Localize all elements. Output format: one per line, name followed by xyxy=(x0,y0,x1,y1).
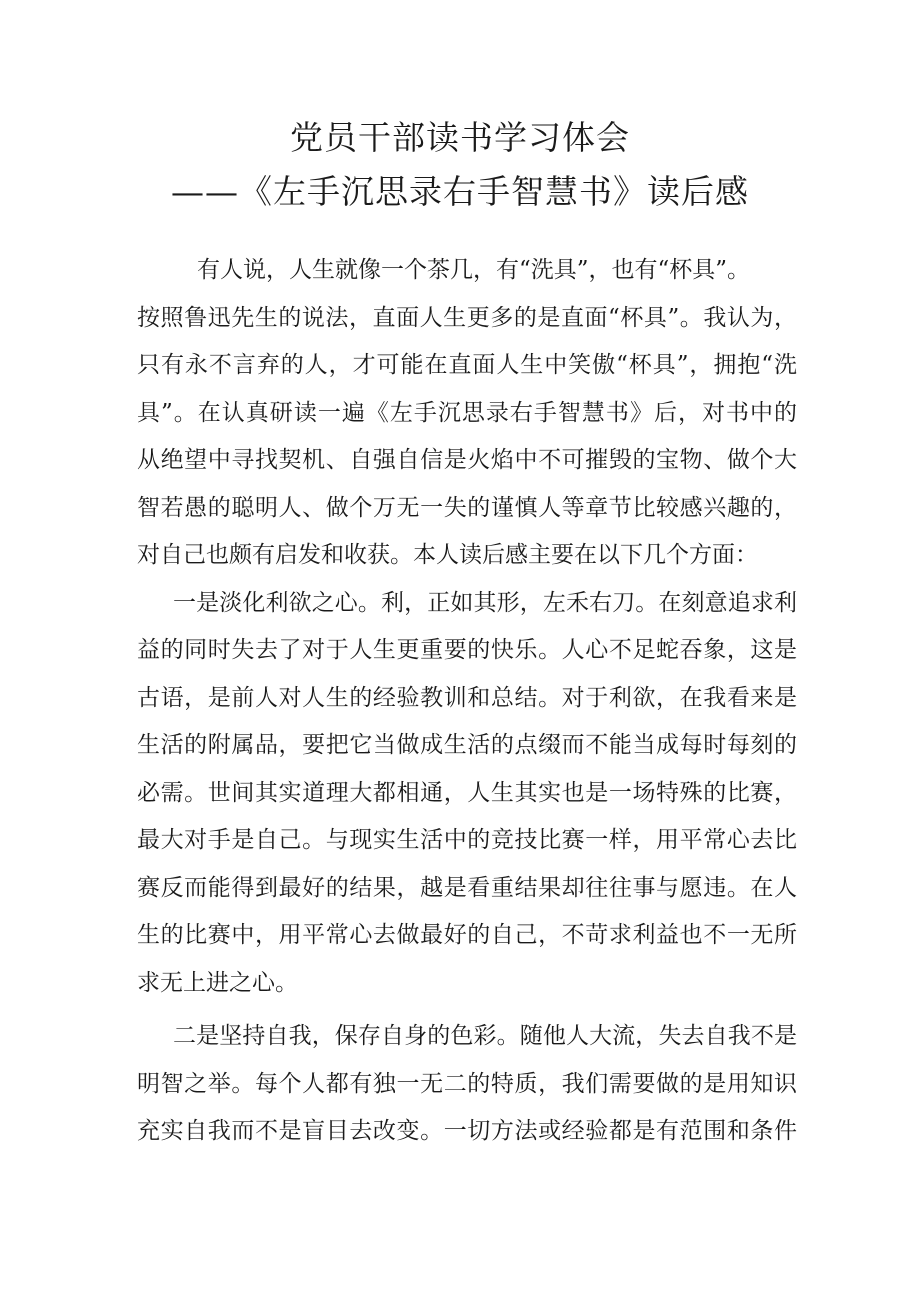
paragraph-line: 必需。世间其实道理大都相通，人生其实也是一场特殊的比赛， xyxy=(137,779,797,806)
document-subtitle: ——《左手沉思录右手智慧书》读后感 xyxy=(171,172,749,211)
paragraph-line: 具”。在认真研读一遍《左手沉思录右手智慧书》后，对书中的 xyxy=(137,399,797,426)
document-body xyxy=(137,247,797,1156)
paragraph-line: 智若愚的聪明人、做个万无一失的谨慎人等章节比较感兴趣的， xyxy=(137,494,797,521)
paragraph-line: 赛反而能得到最好的结果，越是看重结果却往往事与愿违。在人 xyxy=(137,874,797,901)
paragraph-line: 求无上进之心。 xyxy=(137,969,298,996)
document-title: 党员干部读书学习体会 xyxy=(290,118,630,157)
paragraph-line: 生活的附属品，要把它当做成生活的点缀而不能当成每时每刻的 xyxy=(137,732,797,758)
paragraph-intro xyxy=(137,247,797,580)
paragraph-line: 对自己也颇有启发和收获。本人读后感主要在以下几个方面： xyxy=(137,542,758,568)
paragraph-line: 生的比赛中，用平常心去做最好的自己，不苛求利益也不一无所 xyxy=(137,922,797,948)
paragraph-point-one xyxy=(137,580,797,1008)
paragraph-line: 益的同时失去了对于人生更重要的快乐。人心不足蛇吞象，这是 xyxy=(137,637,797,663)
paragraph-line: 只有永不言弃的人，才可能在直面人生中笑傲“杯具”，拥抱“洗 xyxy=(137,352,797,378)
paragraph-line: 一是淡化利欲之心。利，正如其形，左禾右刀。在刻意追求利 xyxy=(173,589,797,616)
paragraph-line: 古语，是前人对人生的经验教训和总结。对于利欲，在我看来是 xyxy=(137,684,797,711)
paragraph-line: 有人说，人生就像一个茶几，有“洗具”，也有“杯具”。 xyxy=(197,257,751,283)
paragraph-line: 按照鲁迅先生的说法，直面人生更多的是直面“杯具”。我认为， xyxy=(137,304,797,331)
paragraph-line: 最大对手是自己。与现实生活中的竞技比赛一样，用平常心去比 xyxy=(137,827,797,853)
paragraph-line: 明智之举。每个人都有独一无二的特质，我们需要做的是用知识 xyxy=(137,1070,797,1097)
paragraph-line: 充实自我而不是盲目去改变。一切方法或经验都是有范围和条件 xyxy=(137,1118,797,1144)
paragraph-line: 二是坚持自我，保存自身的色彩。随他人大流，失去自我不是 xyxy=(173,1023,797,1049)
paragraph-point-two xyxy=(137,1013,797,1156)
paragraph-line: 从绝望中寻找契机、自强自信是火焰中不可摧毁的宝物、做个大 xyxy=(137,447,797,473)
